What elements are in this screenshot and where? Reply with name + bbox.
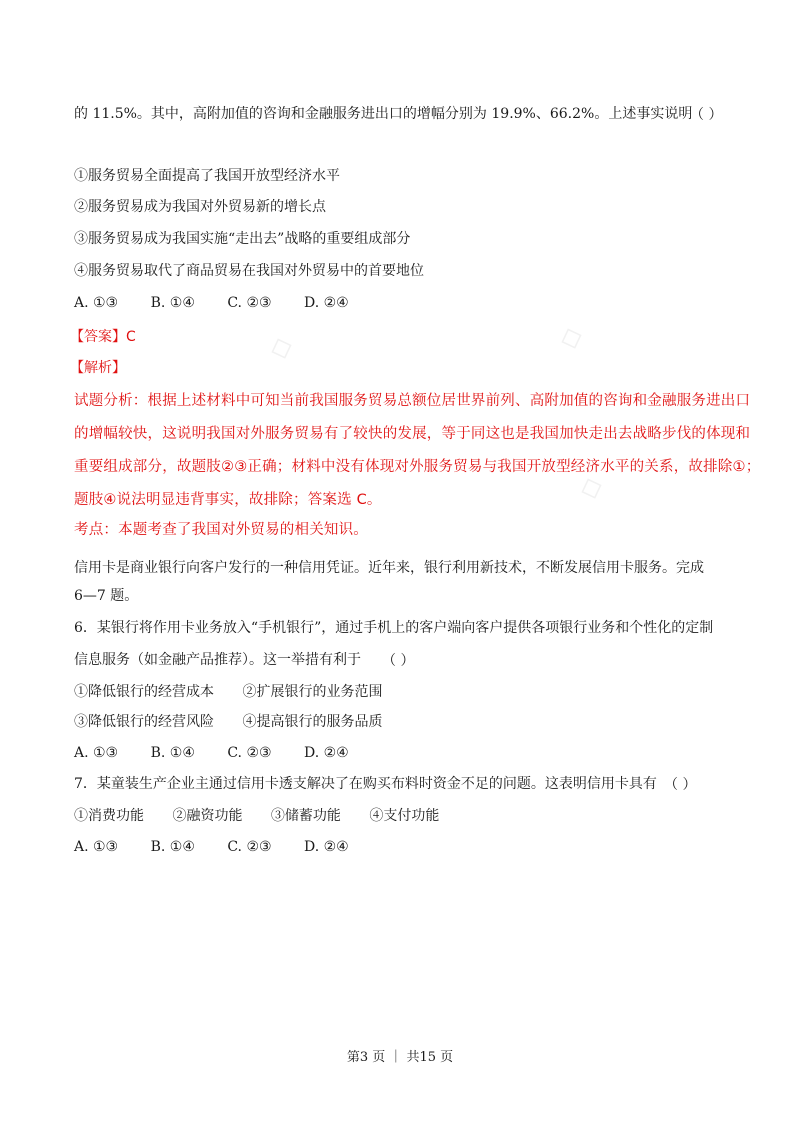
q7-options-row — [74, 806, 463, 826]
q6-choice-a: A. ①③ — [74, 745, 119, 761]
q6-stem-line-1: 6．某银行将作用卡业务放入“手机银行”，通过手机上的客户端向客户提供各项银行业务和个性化的定制 — [74, 620, 714, 636]
option-1: ①服务贸易全面提高了我国开放型经济水平 — [74, 168, 340, 184]
option-4: ④服务贸易取代了商品贸易在我国对外贸易中的首要地位 — [74, 263, 424, 279]
choice-b: B. ①④ — [150, 295, 195, 311]
choice-c: C. ②③ — [227, 295, 272, 311]
option-2: ②服务贸易成为我国对外贸易新的增长点 — [74, 199, 326, 215]
choice-d: D. ②④ — [304, 295, 349, 311]
q7-option-4: ④支付功能 — [369, 808, 440, 824]
watermark-logo: ◇ — [555, 317, 587, 356]
answer-label: 【答案】C — [70, 329, 136, 345]
q7-choices-row — [74, 837, 377, 857]
q6-bracket: （ ） — [382, 653, 415, 669]
q6-options-row-1 — [74, 682, 406, 702]
analysis-label: 【解析】 — [70, 360, 126, 376]
q7-option-3: ③储蓄功能 — [270, 808, 341, 824]
q7-choice-b: B. ①④ — [150, 839, 195, 855]
knowledge-point: 考点：本题考查了我国对外贸易的相关知识。 — [74, 522, 368, 538]
q6-choice-c: C. ②③ — [227, 745, 272, 761]
q6-choices-row — [74, 743, 377, 763]
q6-option-4: ④提高银行的服务品质 — [242, 714, 383, 730]
q6-option-3: ③降低银行的经营风险 — [74, 714, 214, 730]
q6-options-row-2 — [74, 712, 406, 732]
answer-bracket: （ ） — [690, 107, 723, 123]
analysis-line-2: 的增幅较快，这说明我国对外服务贸易有了较快的发展，等于同这也是我国加快走出去战略步伐的体现和 — [74, 426, 751, 442]
intro-line-2: 6—7 题。 — [74, 588, 139, 604]
q7-choice-a: A. ①③ — [74, 839, 119, 855]
choice-a: A. ①③ — [74, 295, 119, 311]
option-3: ③服务贸易成为我国实施“走出去”战略的重要组成部分 — [74, 231, 411, 247]
analysis-line-3: 重要组成部分，故题肢②③正确；材料中没有体现对外服务贸易与我国开放型经济水平的关系，故排除①； — [74, 459, 761, 475]
q7-option-2: ②融资功能 — [172, 808, 243, 824]
q7-stem: 7．某童装生产企业主通过信用卡透支解决了在购买布料时资金不足的问题。这表明信用卡具有 — [74, 776, 657, 792]
q7-bracket: （ ） — [664, 777, 697, 793]
page-footer: 第3 页 ｜ 共15 页 — [346, 1050, 454, 1065]
q7-choice-c: C. ②③ — [227, 839, 272, 855]
q7-option-1: ①消费功能 — [74, 808, 144, 824]
question-stem-tail: 的 11.5%。其中，高附加值的咨询和金融服务进出口的增幅分别为 19.9%、66.2%。上述事实说明 — [74, 106, 693, 122]
q7-choice-d: D. ②④ — [304, 839, 349, 855]
analysis-line-4: 题肢④说法明显违背事实，故排除；答案选 C。 — [74, 492, 382, 508]
intro-line-1: 信用卡是商业银行向客户发行的一种信用凭证。近年来，银行利用新技术，不断发展信用卡服务。完成 — [74, 560, 704, 576]
q6-choice-b: B. ①④ — [150, 745, 195, 761]
choices-row — [74, 293, 377, 313]
q6-stem-line-2: 信息服务（如金融产品推荐）。这一举措有利于 — [74, 652, 361, 668]
q6-option-1: ①降低银行的经营成本 — [74, 684, 214, 700]
watermark-logo: ◇ — [575, 467, 607, 506]
q6-option-2: ②扩展银行的业务范围 — [242, 684, 383, 700]
analysis-line-1: 试题分析：根据上述材料中可知当前我国服务贸易总额位居世界前列、高附加值的咨询和金融服务进出口 — [74, 393, 751, 409]
watermark-logo: ◇ — [265, 327, 297, 366]
q6-choice-d: D. ②④ — [304, 745, 349, 761]
